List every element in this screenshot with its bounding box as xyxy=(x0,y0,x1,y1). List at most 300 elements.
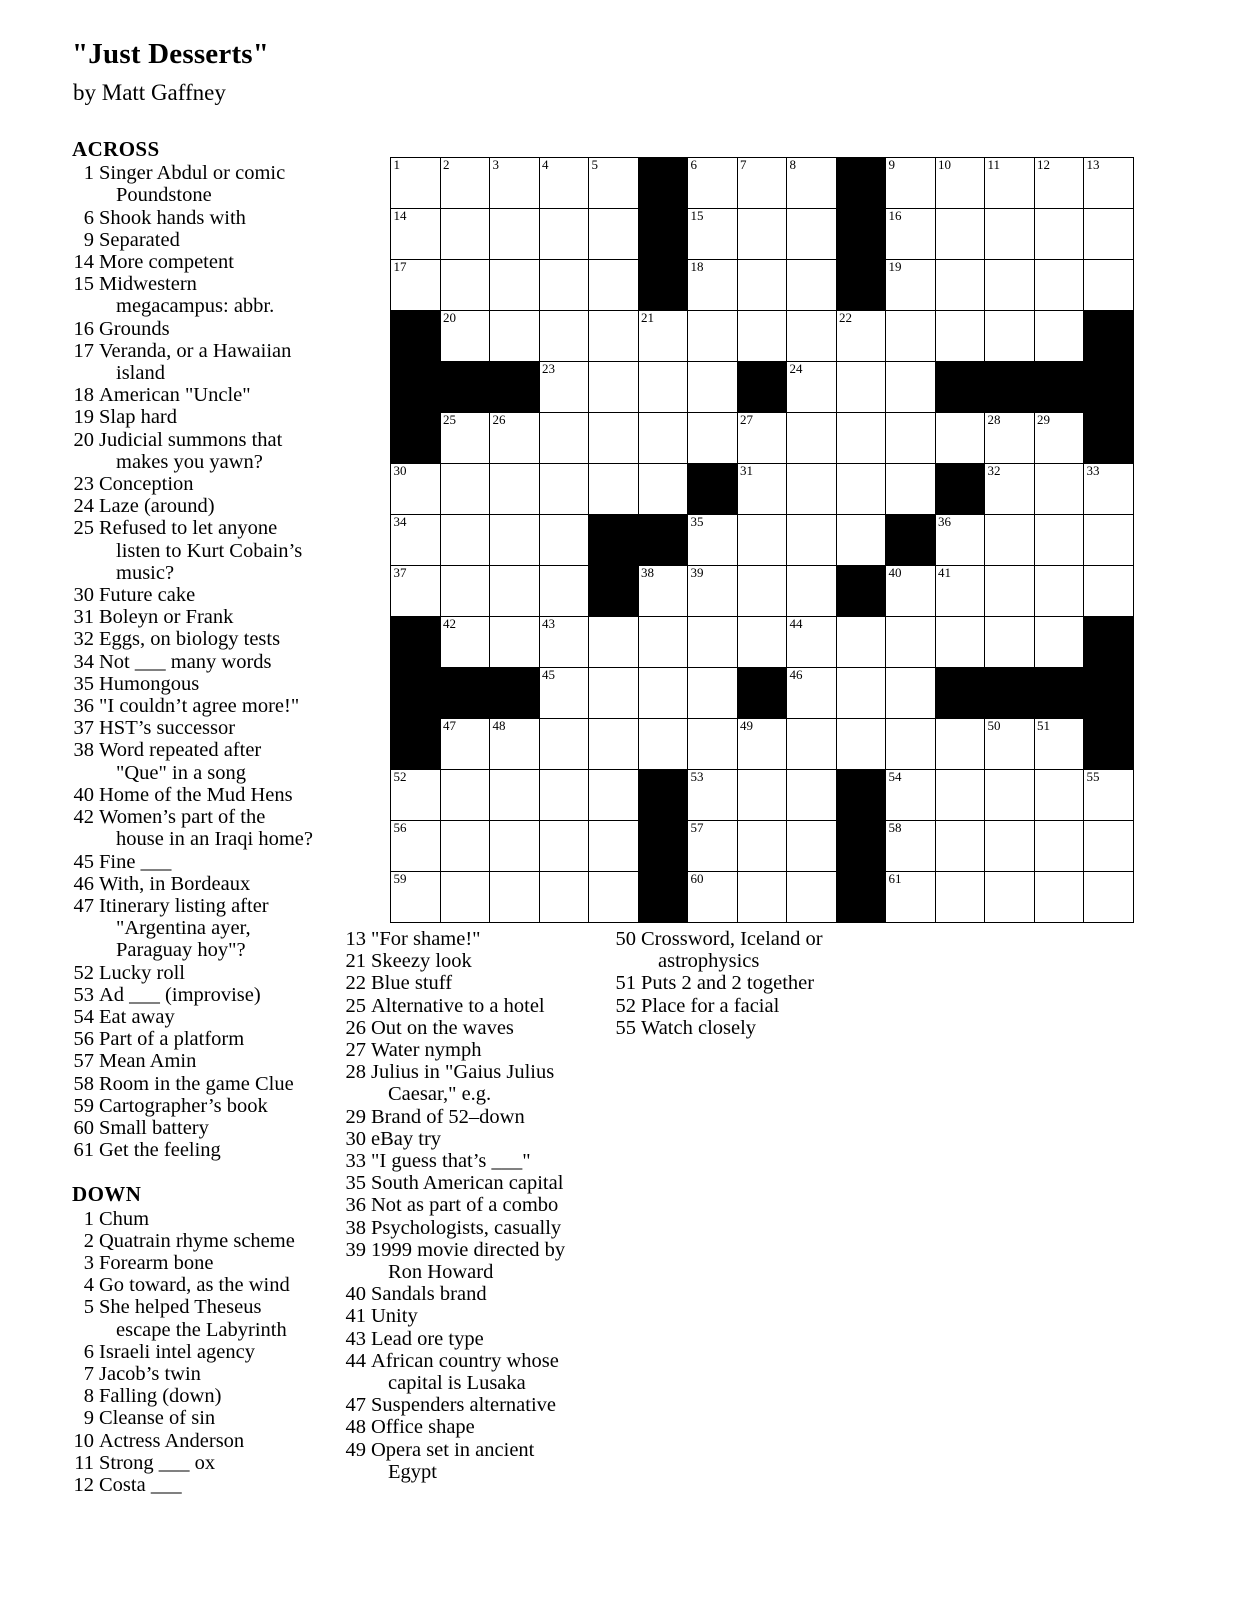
clue-text: "I couldn’t agree more!" xyxy=(99,695,300,718)
grid-cell-number: 15 xyxy=(690,208,704,223)
grid-cell[interactable] xyxy=(787,770,837,821)
grid-cell[interactable] xyxy=(539,821,589,872)
clue-item[interactable] xyxy=(72,695,324,717)
clue-item[interactable] xyxy=(72,1274,324,1296)
grid-cell[interactable] xyxy=(539,770,589,821)
grid-cell[interactable] xyxy=(440,413,490,464)
grid-cell[interactable] xyxy=(490,158,540,209)
grid-cell[interactable] xyxy=(440,311,490,362)
clue-item[interactable] xyxy=(614,995,864,1017)
grid-cell[interactable] xyxy=(886,770,936,821)
grid-cell[interactable] xyxy=(688,362,738,413)
grid-cell[interactable] xyxy=(539,872,589,923)
grid-cell[interactable] xyxy=(589,311,639,362)
grid-cell[interactable] xyxy=(985,260,1035,311)
clue-number: 13 xyxy=(345,928,366,950)
grid-cell[interactable] xyxy=(935,872,985,923)
grid-cell[interactable] xyxy=(1034,464,1084,515)
grid-cell[interactable] xyxy=(787,719,837,770)
grid-row xyxy=(391,617,1134,668)
grid-cell[interactable] xyxy=(539,566,589,617)
grid-cell[interactable] xyxy=(787,821,837,872)
grid-cell[interactable] xyxy=(935,260,985,311)
grid-cell[interactable] xyxy=(935,770,985,821)
grid-cell[interactable] xyxy=(589,158,639,209)
grid-cell[interactable] xyxy=(787,260,837,311)
clue-item[interactable] xyxy=(72,1407,324,1429)
clue-number: 14 xyxy=(73,251,94,274)
clue-number: 23 xyxy=(73,473,94,496)
grid-cell[interactable] xyxy=(391,872,441,923)
clue-item[interactable] xyxy=(72,1230,324,1252)
grid-cell[interactable] xyxy=(490,464,540,515)
grid-row xyxy=(391,311,1134,362)
grid-cell[interactable] xyxy=(688,872,738,923)
clue-item[interactable] xyxy=(72,673,324,695)
grid-cell[interactable] xyxy=(688,209,738,260)
grid-cell[interactable] xyxy=(688,719,738,770)
grid-cell[interactable] xyxy=(391,770,441,821)
clue-text: Israeli intel agency xyxy=(99,1340,255,1363)
clue-text: Word repeated after "Que" in a song xyxy=(99,739,324,783)
across-heading: ACROSS xyxy=(72,137,160,161)
grid-cell[interactable] xyxy=(490,566,540,617)
grid-cell[interactable] xyxy=(589,770,639,821)
clue-item[interactable] xyxy=(344,928,594,950)
clue-item[interactable] xyxy=(72,251,324,273)
grid-cell[interactable] xyxy=(490,515,540,566)
grid-cell[interactable] xyxy=(935,821,985,872)
grid-cell[interactable] xyxy=(490,617,540,668)
grid-cell[interactable] xyxy=(589,260,639,311)
clue-item[interactable] xyxy=(344,1039,594,1061)
grid-cell[interactable] xyxy=(1034,260,1084,311)
grid-cell[interactable] xyxy=(985,719,1035,770)
clue-item[interactable] xyxy=(72,1073,324,1095)
clue-text: Suspenders alternative xyxy=(371,1394,557,1417)
grid-cell[interactable] xyxy=(1084,260,1134,311)
grid-cell[interactable] xyxy=(391,464,441,515)
grid-cell[interactable] xyxy=(589,464,639,515)
grid-cell[interactable] xyxy=(490,311,540,362)
clue-number: 45 xyxy=(73,850,94,873)
grid-cell[interactable] xyxy=(935,209,985,260)
grid-cell[interactable] xyxy=(440,617,490,668)
clue-item[interactable] xyxy=(344,1217,594,1239)
clue-item[interactable] xyxy=(72,1474,324,1496)
grid-cell-number: 29 xyxy=(1037,412,1050,427)
grid-cell[interactable] xyxy=(737,566,787,617)
grid-cell[interactable] xyxy=(490,260,540,311)
grid-cell-number: 58 xyxy=(888,820,902,835)
grid-cell[interactable] xyxy=(787,566,837,617)
grid-cell[interactable] xyxy=(490,719,540,770)
grid-cell[interactable] xyxy=(391,209,441,260)
grid-cell[interactable] xyxy=(688,413,738,464)
grid-cell[interactable] xyxy=(589,617,639,668)
grid-row xyxy=(391,719,1134,770)
grid-cell-number: 28 xyxy=(987,412,1001,427)
grid-cell[interactable] xyxy=(391,158,441,209)
grid-cell[interactable] xyxy=(688,260,738,311)
grid-cell[interactable] xyxy=(1034,566,1084,617)
clue-item[interactable] xyxy=(344,1394,594,1416)
grid-cell[interactable] xyxy=(1034,515,1084,566)
grid-cell-number: 35 xyxy=(690,514,704,529)
clue-item[interactable] xyxy=(72,851,324,873)
clue-item[interactable] xyxy=(72,1341,324,1363)
grid-cell[interactable] xyxy=(935,515,985,566)
clue-item[interactable] xyxy=(72,628,324,650)
grid-cell[interactable] xyxy=(886,821,936,872)
grid-cell[interactable] xyxy=(886,566,936,617)
clue-item[interactable] xyxy=(614,928,864,972)
clue-item[interactable] xyxy=(72,1095,324,1117)
crossword-grid[interactable] xyxy=(390,157,1134,923)
clue-text: Go toward, as the wind xyxy=(99,1274,290,1297)
clue-item[interactable] xyxy=(72,429,324,473)
grid-cell[interactable] xyxy=(935,617,985,668)
grid-cell[interactable] xyxy=(1084,872,1134,923)
clue-item[interactable] xyxy=(72,1452,324,1474)
grid-cell[interactable] xyxy=(886,719,936,770)
grid-cell[interactable] xyxy=(391,260,441,311)
grid-cell[interactable] xyxy=(1084,158,1134,209)
grid-cell[interactable] xyxy=(886,311,936,362)
clue-item[interactable] xyxy=(344,1416,594,1438)
clue-item[interactable] xyxy=(72,1117,324,1139)
clue-item[interactable] xyxy=(72,606,324,628)
clue-item[interactable] xyxy=(344,1061,594,1105)
clue-text-continued: makes you yawn? xyxy=(116,450,263,473)
grid-cell[interactable] xyxy=(836,668,886,719)
grid-cell-number: 9 xyxy=(888,157,895,172)
grid-cell[interactable] xyxy=(836,464,886,515)
clue-number: 18 xyxy=(73,384,94,407)
clue-item[interactable] xyxy=(72,784,324,806)
clue-item[interactable] xyxy=(614,972,864,994)
clue-item[interactable] xyxy=(72,584,324,606)
grid-cell[interactable] xyxy=(737,617,787,668)
grid-cell[interactable] xyxy=(440,158,490,209)
grid-cell[interactable] xyxy=(985,821,1035,872)
clue-item[interactable] xyxy=(344,995,594,1017)
clue-item[interactable] xyxy=(344,1194,594,1216)
clue-number: 7 xyxy=(83,1362,94,1385)
grid-cell[interactable] xyxy=(539,209,589,260)
grid-cell[interactable] xyxy=(886,158,936,209)
grid-cell[interactable] xyxy=(985,872,1035,923)
grid-cell[interactable] xyxy=(787,872,837,923)
grid-cell-block xyxy=(836,770,886,821)
grid-cell[interactable] xyxy=(589,719,639,770)
grid-cell[interactable] xyxy=(985,464,1035,515)
clue-item[interactable] xyxy=(72,473,324,495)
grid-cell[interactable] xyxy=(985,311,1035,362)
grid-cell[interactable] xyxy=(589,362,639,413)
grid-cell[interactable] xyxy=(886,617,936,668)
grid-cell[interactable] xyxy=(638,413,688,464)
clue-item[interactable] xyxy=(344,972,594,994)
grid-cell-number: 41 xyxy=(938,565,951,580)
grid-cell[interactable] xyxy=(935,566,985,617)
grid-cell[interactable] xyxy=(886,209,936,260)
grid-cell[interactable] xyxy=(886,413,936,464)
grid-cell[interactable] xyxy=(490,770,540,821)
grid-cell[interactable] xyxy=(737,821,787,872)
clue-text: Lead ore type xyxy=(371,1327,484,1350)
grid-cell[interactable] xyxy=(737,719,787,770)
clue-item[interactable] xyxy=(72,1050,324,1072)
grid-cell[interactable] xyxy=(688,668,738,719)
grid-cell[interactable] xyxy=(787,668,837,719)
grid-cell[interactable] xyxy=(440,515,490,566)
clue-item[interactable] xyxy=(72,962,324,984)
grid-cell[interactable] xyxy=(440,821,490,872)
clue-item[interactable] xyxy=(344,1328,594,1350)
grid-cell[interactable] xyxy=(539,719,589,770)
grid-cell[interactable] xyxy=(787,617,837,668)
grid-cell[interactable] xyxy=(589,668,639,719)
clue-text-continued: island xyxy=(116,362,165,385)
grid-cell[interactable] xyxy=(688,617,738,668)
grid-cell[interactable] xyxy=(737,515,787,566)
grid-cell[interactable] xyxy=(787,311,837,362)
grid-cell[interactable] xyxy=(985,770,1035,821)
grid-cell[interactable] xyxy=(539,362,589,413)
grid-cell[interactable] xyxy=(638,668,688,719)
grid-cell[interactable] xyxy=(1034,821,1084,872)
grid-cell[interactable] xyxy=(737,209,787,260)
grid-cell[interactable] xyxy=(1084,464,1134,515)
clue-column-right xyxy=(614,928,864,1039)
grid-cell[interactable] xyxy=(836,617,886,668)
grid-cell[interactable] xyxy=(490,413,540,464)
grid-cell-block xyxy=(1034,668,1084,719)
grid-cell[interactable] xyxy=(490,209,540,260)
grid-cell[interactable] xyxy=(440,209,490,260)
clue-item[interactable] xyxy=(344,1239,594,1283)
grid-cell[interactable] xyxy=(1084,821,1134,872)
grid-cell[interactable] xyxy=(985,413,1035,464)
grid-cell[interactable] xyxy=(391,566,441,617)
clue-item[interactable] xyxy=(72,717,324,739)
grid-cell[interactable] xyxy=(935,413,985,464)
clue-item[interactable] xyxy=(344,1128,594,1150)
grid-cell[interactable] xyxy=(1034,158,1084,209)
grid-cell[interactable] xyxy=(886,464,936,515)
grid-cell[interactable] xyxy=(391,515,441,566)
clue-item[interactable] xyxy=(614,1017,864,1039)
grid-cell[interactable] xyxy=(886,362,936,413)
grid-cell[interactable] xyxy=(737,311,787,362)
grid-cell[interactable] xyxy=(1034,413,1084,464)
grid-cell[interactable] xyxy=(539,260,589,311)
grid-cell[interactable] xyxy=(638,311,688,362)
clue-item[interactable] xyxy=(72,1430,324,1452)
clue-item[interactable] xyxy=(72,517,324,584)
grid-cell[interactable] xyxy=(836,413,886,464)
clue-item[interactable] xyxy=(72,895,324,962)
grid-cell[interactable] xyxy=(985,566,1035,617)
grid-cell[interactable] xyxy=(787,362,837,413)
grid-cell[interactable] xyxy=(589,209,639,260)
grid-cell[interactable] xyxy=(1034,719,1084,770)
grid-cell[interactable] xyxy=(638,719,688,770)
grid-cell[interactable] xyxy=(1034,209,1084,260)
grid-cell[interactable] xyxy=(985,209,1035,260)
grid-cell[interactable] xyxy=(787,515,837,566)
clue-item[interactable] xyxy=(344,950,594,972)
clue-item[interactable] xyxy=(72,1385,324,1407)
clue-item[interactable] xyxy=(344,1439,594,1483)
grid-cell-block xyxy=(638,209,688,260)
grid-cell[interactable] xyxy=(1034,617,1084,668)
clue-item[interactable] xyxy=(72,1028,324,1050)
grid-cell[interactable] xyxy=(886,668,936,719)
clue-item[interactable] xyxy=(72,162,324,206)
clue-item[interactable] xyxy=(72,806,324,850)
grid-cell-block xyxy=(1084,362,1134,413)
clue-item[interactable] xyxy=(72,1139,324,1161)
grid-cell-block xyxy=(589,515,639,566)
grid-cell[interactable] xyxy=(787,209,837,260)
grid-cell[interactable] xyxy=(886,260,936,311)
grid-cell[interactable] xyxy=(440,872,490,923)
grid-cell[interactable] xyxy=(1034,770,1084,821)
grid-cell[interactable] xyxy=(440,260,490,311)
clue-item[interactable] xyxy=(72,739,324,783)
clue-item[interactable] xyxy=(72,406,324,428)
clue-item[interactable] xyxy=(344,1305,594,1327)
grid-cell[interactable] xyxy=(589,872,639,923)
grid-cell[interactable] xyxy=(688,770,738,821)
grid-cell[interactable] xyxy=(787,413,837,464)
grid-cell[interactable] xyxy=(787,158,837,209)
grid-cell[interactable] xyxy=(836,362,886,413)
clue-number: 1 xyxy=(83,1207,94,1230)
grid-cell[interactable] xyxy=(836,719,886,770)
grid-row xyxy=(391,566,1134,617)
grid-cell-number: 42 xyxy=(443,616,456,631)
clue-item[interactable] xyxy=(72,1363,324,1385)
grid-cell[interactable] xyxy=(440,566,490,617)
grid-cell[interactable] xyxy=(539,413,589,464)
grid-cell[interactable] xyxy=(1084,770,1134,821)
grid-cell[interactable] xyxy=(688,515,738,566)
grid-cell[interactable] xyxy=(688,566,738,617)
grid-cell[interactable] xyxy=(1034,311,1084,362)
clue-item[interactable] xyxy=(72,1252,324,1274)
grid-cell[interactable] xyxy=(737,158,787,209)
grid-cell[interactable] xyxy=(638,362,688,413)
clue-item[interactable] xyxy=(72,340,324,384)
grid-cell[interactable] xyxy=(539,668,589,719)
clue-item[interactable] xyxy=(72,984,324,1006)
grid-cell[interactable] xyxy=(886,872,936,923)
grid-cell[interactable] xyxy=(589,413,639,464)
grid-cell[interactable] xyxy=(440,464,490,515)
grid-cell[interactable] xyxy=(490,872,540,923)
clue-item[interactable] xyxy=(344,1172,594,1194)
grid-cell[interactable] xyxy=(688,821,738,872)
grid-cell[interactable] xyxy=(539,617,589,668)
grid-cell[interactable] xyxy=(737,770,787,821)
grid-row xyxy=(391,158,1134,209)
clue-item[interactable] xyxy=(72,207,324,229)
grid-cell-number: 18 xyxy=(690,259,704,274)
grid-cell[interactable] xyxy=(440,719,490,770)
grid-cell[interactable] xyxy=(836,311,886,362)
grid-cell[interactable] xyxy=(935,719,985,770)
clue-item[interactable] xyxy=(344,1350,594,1394)
clue-number: 46 xyxy=(73,872,94,895)
grid-cell[interactable] xyxy=(935,311,985,362)
grid-cell[interactable] xyxy=(589,821,639,872)
clue-text: Julius in "Gaius Julius Caesar," e.g. xyxy=(371,1061,594,1105)
clue-item[interactable] xyxy=(344,1106,594,1128)
grid-cell[interactable] xyxy=(688,311,738,362)
clue-item[interactable] xyxy=(72,1208,324,1230)
grid-cell[interactable] xyxy=(440,770,490,821)
grid-cell[interactable] xyxy=(539,311,589,362)
grid-cell[interactable] xyxy=(490,821,540,872)
grid-cell[interactable] xyxy=(985,158,1035,209)
grid-cell[interactable] xyxy=(985,515,1035,566)
grid-cell[interactable] xyxy=(985,617,1035,668)
grid-cell[interactable] xyxy=(1084,209,1134,260)
crossword-grid-table[interactable] xyxy=(390,157,1134,923)
grid-cell[interactable] xyxy=(737,413,787,464)
clue-item[interactable] xyxy=(72,384,324,406)
grid-cell[interactable] xyxy=(737,464,787,515)
clue-item[interactable] xyxy=(72,318,324,340)
grid-cell[interactable] xyxy=(836,515,886,566)
grid-cell[interactable] xyxy=(787,464,837,515)
clue-item[interactable] xyxy=(72,1296,324,1340)
clue-number: 31 xyxy=(73,606,94,629)
clue-item[interactable] xyxy=(344,1017,594,1039)
grid-cell[interactable] xyxy=(688,158,738,209)
clue-item[interactable] xyxy=(72,273,324,317)
clue-item[interactable] xyxy=(344,1283,594,1305)
grid-cell[interactable] xyxy=(539,464,589,515)
grid-cell[interactable] xyxy=(1034,872,1084,923)
grid-cell[interactable] xyxy=(391,821,441,872)
grid-cell[interactable] xyxy=(935,158,985,209)
clue-item[interactable] xyxy=(72,1006,324,1028)
grid-cell[interactable] xyxy=(539,515,589,566)
clue-item[interactable] xyxy=(72,495,324,517)
grid-cell-block xyxy=(391,617,441,668)
grid-cell[interactable] xyxy=(1084,515,1134,566)
clue-text: Shook hands with xyxy=(99,206,246,229)
grid-cell[interactable] xyxy=(638,617,688,668)
clue-number: 61 xyxy=(73,1139,94,1162)
grid-cell[interactable] xyxy=(638,566,688,617)
clue-item[interactable] xyxy=(72,651,324,673)
grid-cell[interactable] xyxy=(539,158,589,209)
grid-cell[interactable] xyxy=(1084,566,1134,617)
grid-cell[interactable] xyxy=(737,260,787,311)
clue-number: 43 xyxy=(345,1327,366,1350)
clue-item[interactable] xyxy=(72,873,324,895)
clue-item[interactable] xyxy=(72,229,324,251)
clue-item[interactable] xyxy=(344,1150,594,1172)
grid-cell[interactable] xyxy=(638,464,688,515)
down-heading: DOWN xyxy=(72,1182,142,1207)
grid-cell[interactable] xyxy=(737,872,787,923)
